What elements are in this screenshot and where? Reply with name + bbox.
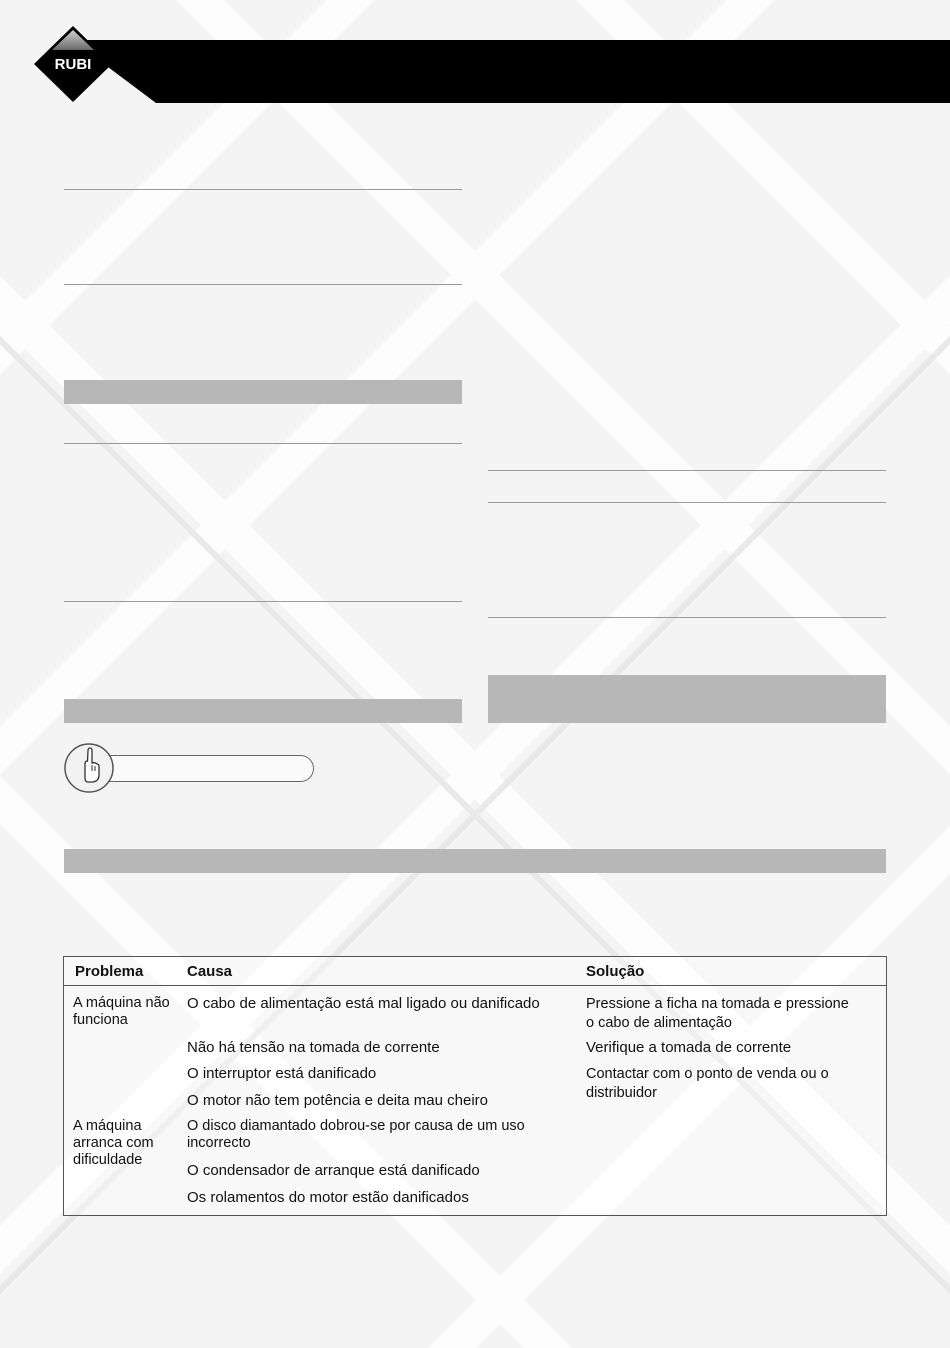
logo-text: RUBI <box>54 56 92 73</box>
section-bar-left-2 <box>64 699 462 723</box>
pointing-hand-icon <box>63 742 115 794</box>
header-problem: Problema <box>75 963 144 980</box>
problem-2: A máquina arranca com dificuldade <box>73 1118 154 1168</box>
rule-left-4 <box>64 601 462 602</box>
section-bar-full <box>64 849 886 873</box>
section-bar-left-1 <box>64 380 462 404</box>
problem-1: A máquina não funciona <box>73 995 170 1028</box>
rule-left-3 <box>64 443 462 444</box>
cause-5: O disco diamantado dobrou-se por causa de um uso incorrecto <box>187 1118 525 1151</box>
rule-left-2 <box>64 284 462 285</box>
section-bar-right <box>488 675 886 723</box>
cause-4: O motor não tem potência e deita mau cheiro <box>187 1092 488 1109</box>
note-label-box <box>86 755 314 782</box>
solution-3: Contactar com o ponto de venda ou o distribuidor <box>586 1066 829 1101</box>
rule-right-2 <box>488 502 886 503</box>
cause-2: Não há tensão na tomada de corrente <box>187 1039 440 1056</box>
solution-1: Pressione a ficha na tomada e pressione o cabo de alimentação <box>586 996 849 1031</box>
table-header-divider <box>64 985 886 986</box>
header-solution: Solução <box>586 963 645 980</box>
cause-6: O condensador de arranque está danificado <box>187 1162 480 1179</box>
rule-right-1 <box>488 470 886 471</box>
rule-right-3 <box>488 617 886 618</box>
solution-2: Verifique a tomada de corrente <box>586 1039 792 1056</box>
troubleshooting-table <box>63 956 887 1216</box>
rubi-logo <box>34 26 112 102</box>
cause-7: Os rolamentos do motor estão danificados <box>187 1189 469 1206</box>
header-bar <box>72 40 950 103</box>
cause-1: O cabo de alimentação está mal ligado ou danificado <box>187 995 540 1012</box>
cause-3: O interruptor está danificado <box>187 1065 377 1082</box>
header-cause: Causa <box>187 963 233 980</box>
rule-left-1 <box>64 189 462 190</box>
